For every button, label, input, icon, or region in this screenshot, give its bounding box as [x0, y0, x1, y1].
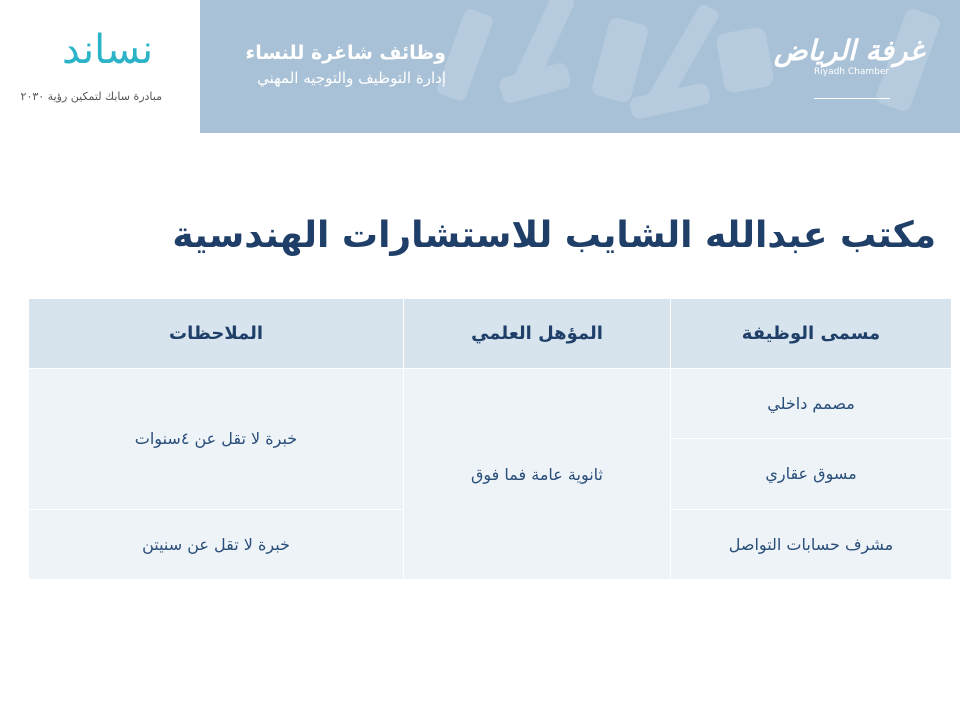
logo-tagline: مبادرة سابك لتمكين رؤية ٢٠٣٠: [20, 90, 162, 103]
table-row: [29, 369, 952, 439]
riyadh-chamber-logo: [773, 34, 924, 104]
header-banner: [200, 0, 960, 133]
header-logo-area: [0, 0, 200, 133]
chamber-arabic-wordmark: غرفة الرياض: [773, 34, 924, 67]
notes-cell: خبرة لا تقل عن سنيتن: [29, 509, 404, 579]
header-notes: الملاحظات: [29, 299, 404, 369]
jobs-table: [28, 298, 952, 580]
header-qualification: المؤهل العلمي: [404, 299, 671, 369]
chamber-underline: [814, 98, 890, 99]
qualification-cell: ثانوية عامة فما فوق: [404, 369, 671, 580]
nusanid-logo: نساند: [62, 27, 154, 73]
header-job-title: مسمى الوظيفة: [671, 299, 952, 369]
page-title: مكتب عبدالله الشايب للاستشارات الهندسية: [172, 215, 936, 256]
job-title-cell: مسوق عقاري: [671, 439, 952, 509]
notes-cell: خبرة لا تقل عن ٤سنوات: [29, 369, 404, 510]
chamber-english-name: Riyadh Chamber: [814, 67, 890, 77]
job-title-cell: مصمم داخلي: [671, 369, 952, 439]
banner-subtitle: إدارة التوظيف والتوجيه المهني: [257, 69, 446, 87]
job-title-cell: مشرف حسابات التواصل: [671, 509, 952, 579]
banner-title: وظائف شاغرة للنساء: [245, 42, 446, 64]
table-header-row: [29, 299, 952, 369]
